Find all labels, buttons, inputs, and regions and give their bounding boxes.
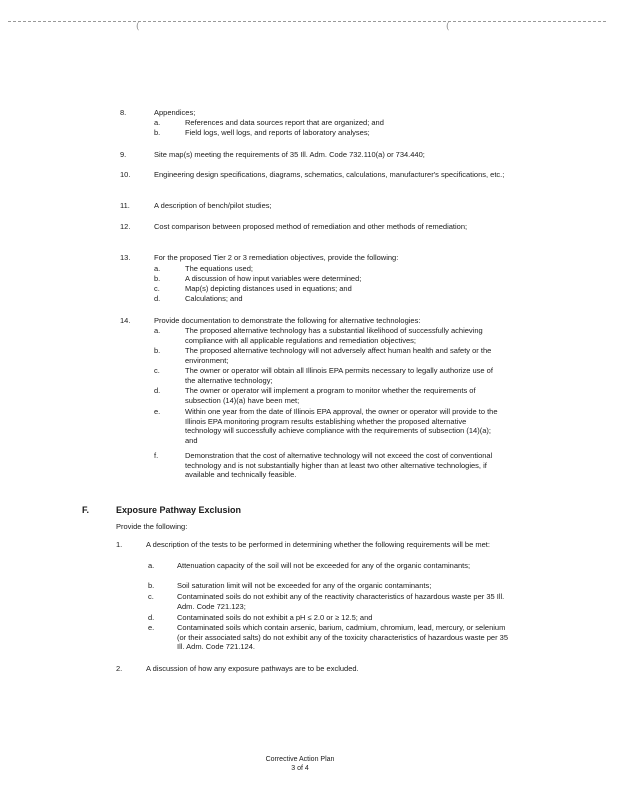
item-number: 8. (120, 108, 127, 117)
sub-letter: b. (148, 581, 155, 590)
scan-mark: ( (446, 22, 450, 32)
item-text: Appendices; (154, 108, 196, 117)
item-text: A discussion of how any exposure pathways are to be excluded. (146, 664, 359, 673)
sub-text: Field logs, well logs, and reports of laboratory analyses; (185, 128, 370, 137)
sub-text: Map(s) depicting distances used in equations; and (185, 284, 352, 293)
footer-title: Corrective Action Plan (265, 756, 335, 763)
item-text: Provide documentation to demonstrate the following for alternative technologies: (154, 316, 421, 325)
sub-letter: d. (148, 613, 155, 622)
item-number: 9. (120, 150, 127, 159)
sub-text: Soil saturation limit will not be exceeded for any of the organic contaminants; (177, 581, 432, 590)
sub-letter: a. (154, 326, 161, 335)
sub-letter: d. (154, 386, 161, 395)
sub-letter: e. (154, 407, 161, 416)
page-footer (230, 756, 370, 773)
item-number: 12. (120, 222, 131, 231)
sub-text: Contaminated soils do not exhibit any of the reactivity characteristics of hazardous waste per 35 Ill. Adm. Code 721.123; (177, 592, 505, 611)
sub-text: Attenuation capacity of the soil will not be exceeded for any of the organic contaminants; (177, 561, 471, 570)
sub-text: The proposed alternative technology has a substantial likelihood of successfully achieving compliance with all applicable regulations and remediation objectives; (185, 326, 483, 345)
sub-letter: d. (154, 294, 161, 303)
item-number: 2. (116, 664, 123, 673)
sub-text: Within one year from the date of Illinois EPA approval, the owner or operator will provide to the Illinois EPA monitoring program results establishing whether the proposed alternative technology will successfully achieve compliance with the requirements of subsection (14)(a); and (185, 407, 498, 445)
sub-letter: b. (154, 128, 161, 137)
page-number: 3 of 4 (291, 764, 309, 772)
item-text: For the proposed Tier 2 or 3 remediation objectives, provide the following: (154, 253, 399, 262)
item-number: 11. (120, 201, 130, 210)
section-title: Exposure Pathway Exclusion (116, 505, 242, 515)
section-intro: Provide the following: (116, 522, 188, 531)
item-text: Engineering design specifications, diagrams, schematics, calculations, manufacturer's specifications, etc.; (154, 170, 505, 179)
sub-letter: c. (154, 366, 160, 375)
sub-letter: f. (154, 451, 159, 460)
section-letter: F. (82, 505, 90, 515)
item-number: 13. (120, 253, 131, 262)
sub-letter: e. (148, 623, 155, 632)
sub-letter: c. (154, 284, 160, 293)
sub-text: The owner or operator will implement a program to monitor whether the requirements of subsection (14)(a) have been met; (185, 386, 476, 405)
sub-text: Contaminated soils do not exhibit a pH ≤ 2.0 or ≥ 12.5; and (177, 613, 373, 622)
item-number: 1. (116, 540, 123, 549)
sub-text: Calculations; and (185, 294, 243, 303)
sub-text: Demonstration that the cost of alternative technology will not exceed the cost of conventional technology and is not substantially higher than at least two other alternative technologies, if available and technically feasible. (185, 451, 493, 479)
item-text: Site map(s) meeting the requirements of 35 Ill. Adm. Code 732.110(a) or 734.440; (154, 150, 425, 159)
section-heading (82, 505, 242, 516)
item-number: 14. (120, 316, 131, 325)
sub-letter: c. (148, 592, 154, 601)
item-text: Cost comparison between proposed method of remediation and other methods of remediation; (154, 222, 468, 231)
sub-text: The proposed alternative technology will not adversely affect human health and safety or the environment; (185, 346, 492, 365)
sub-letter: a. (154, 264, 161, 273)
sub-letter: a. (154, 118, 161, 127)
item-text: A description of bench/pilot studies; (154, 201, 272, 210)
sub-letter: a. (148, 561, 155, 570)
sub-text: A discussion of how input variables were determined; (185, 274, 362, 283)
item-number: 10. (120, 170, 131, 179)
sub-letter: b. (154, 346, 161, 355)
item-text: A description of the tests to be performed in determining whether the following requirements will be met: (146, 540, 490, 549)
scan-mark: ( (136, 22, 140, 32)
sub-text: The equations used; (185, 264, 253, 273)
sub-text: Contaminated soils which contain arsenic, barium, cadmium, chromium, lead, mercury, or selenium (or their associated salts) do not exhibit any of the toxicity characteristics of hazardous waste per 35 Ill. Adm. Code 721.124. (177, 623, 508, 651)
sub-text: The owner or operator will obtain all Illinois EPA permits necessary to legally authorize use of the alternative technology; (185, 366, 493, 385)
sub-letter: b. (154, 274, 161, 283)
sub-text: References and data sources report that are organized; and (185, 118, 384, 127)
